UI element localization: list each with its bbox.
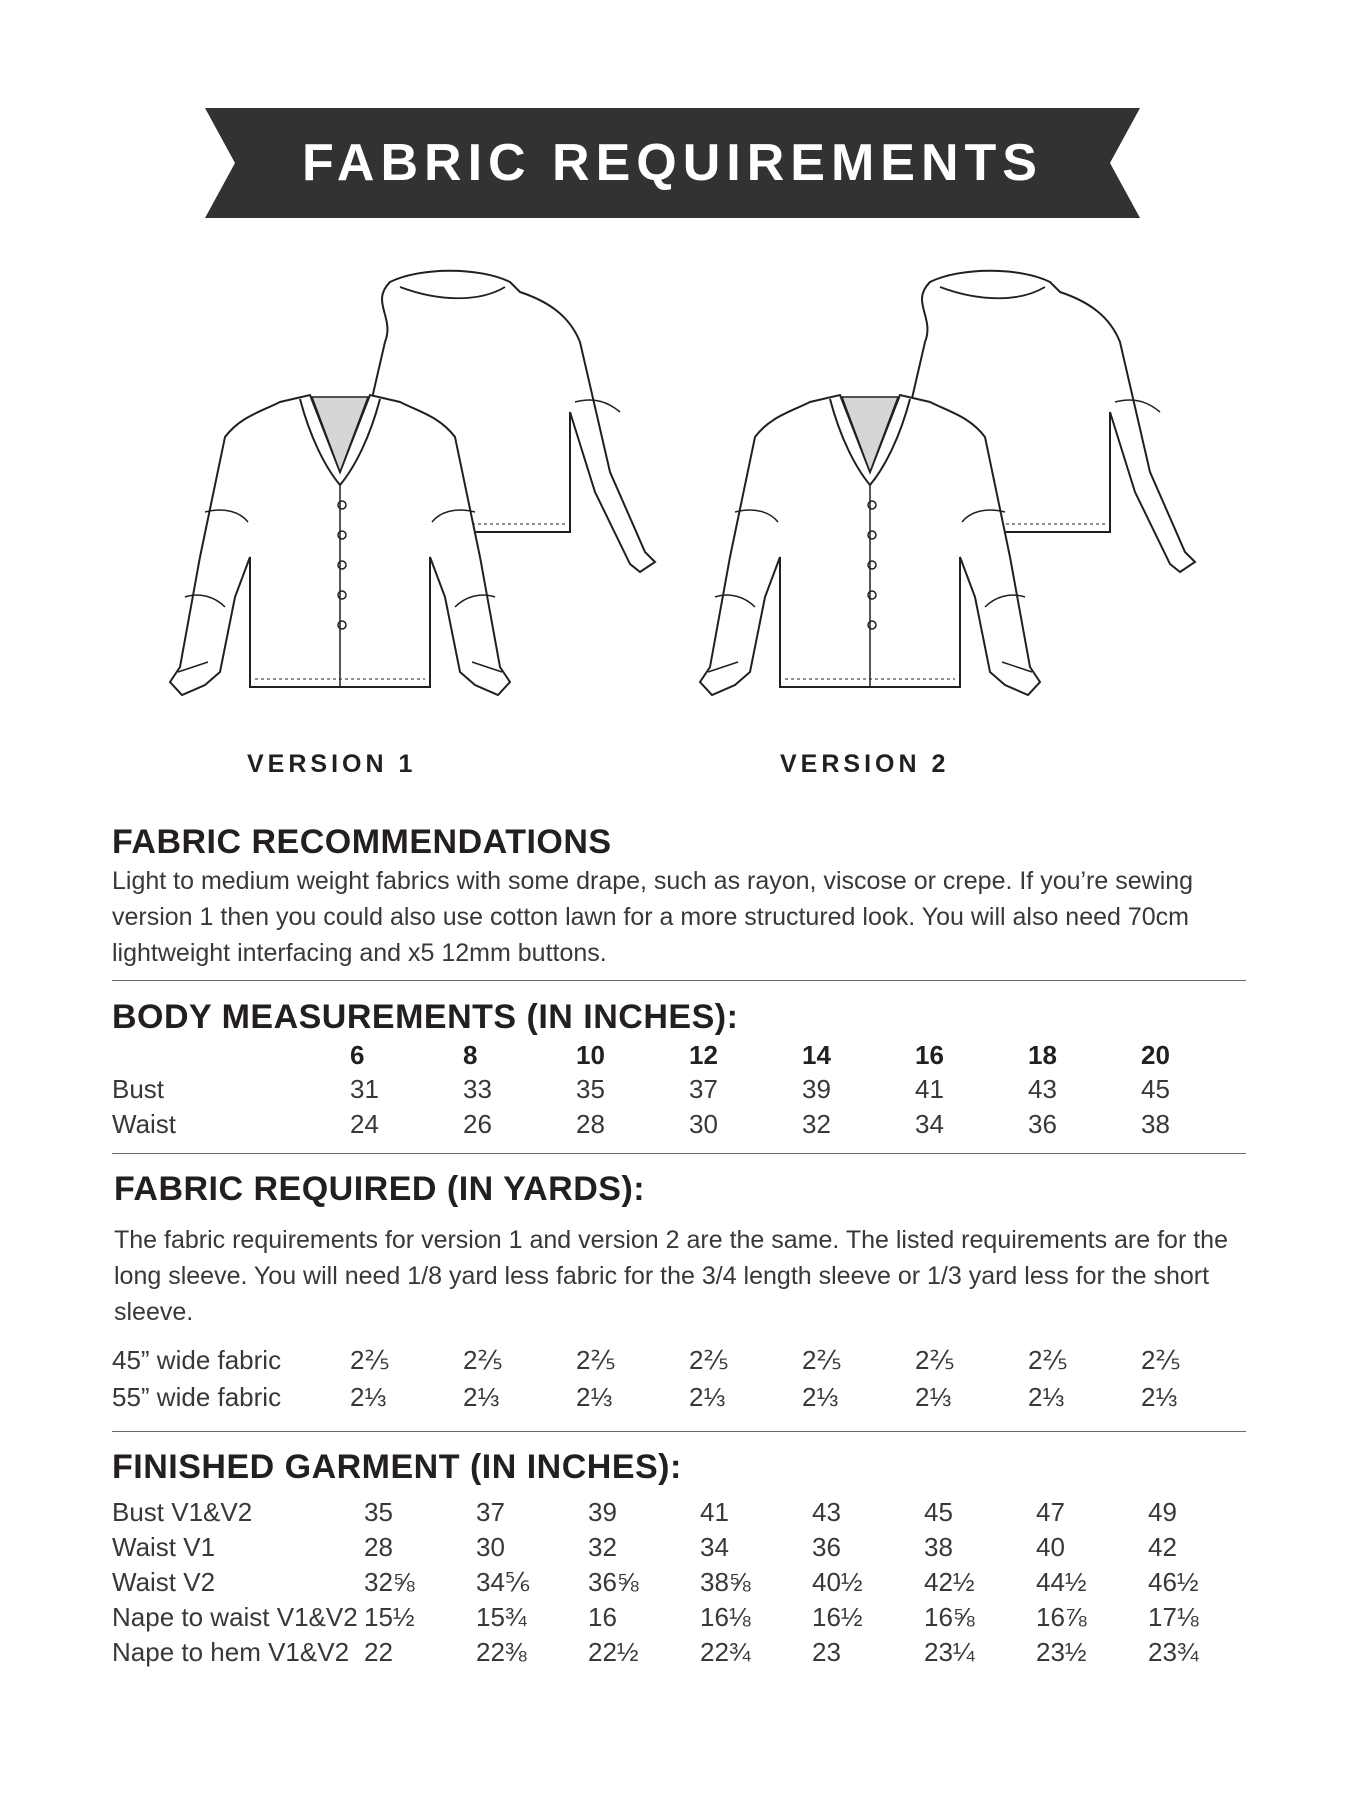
table-cell: 16⅛ <box>700 1602 751 1632</box>
size-header: 6 <box>350 1040 365 1070</box>
table-cell: 2⅓ <box>689 1382 726 1412</box>
table-cell: 16½ <box>812 1602 863 1632</box>
table-cell: 44½ <box>1036 1567 1087 1597</box>
table-cell: 36 <box>1028 1109 1057 1139</box>
body-measurements-heading: BODY MEASUREMENTS (IN INCHES): <box>112 998 739 1036</box>
table-cell: 2⅓ <box>915 1382 952 1412</box>
table-cell: 38 <box>1141 1109 1170 1139</box>
table-cell: 17⅛ <box>1148 1602 1199 1632</box>
garment-illustrations <box>150 262 1220 742</box>
row-label: Bust <box>112 1074 165 1104</box>
table-cell: 2⅓ <box>1141 1382 1178 1412</box>
table-cell: 28 <box>364 1532 393 1562</box>
paragraph-line: long sleeve. You will need 1/8 yard less fabric for the 3/4 length sleeve or 1/3 yard less for the short <box>114 1262 1210 1290</box>
version-1-label: VERSION 1 <box>247 750 417 778</box>
table-cell: 22½ <box>588 1637 639 1667</box>
table-cell: 31 <box>350 1074 379 1104</box>
table-cell: 41 <box>700 1497 729 1527</box>
table-cell: 36 <box>812 1532 841 1562</box>
table-cell: 39 <box>588 1497 617 1527</box>
table-cell: 35 <box>364 1497 393 1527</box>
table-cell: 47 <box>1036 1497 1065 1527</box>
size-header: 8 <box>463 1040 478 1070</box>
fabric-recommendations-heading: FABRIC RECOMMENDATIONS <box>112 823 612 861</box>
table-cell: 22⅜ <box>476 1637 527 1667</box>
paragraph-line: version 1 then you could also use cotton lawn for a more structured look. You will also need 70cm <box>112 903 1190 931</box>
table-cell: 40½ <box>812 1567 863 1597</box>
size-header: 16 <box>915 1040 944 1070</box>
table-cell: 2⅓ <box>802 1382 839 1412</box>
table-cell: 2⅖ <box>689 1345 729 1375</box>
size-header: 12 <box>689 1040 718 1070</box>
table-cell: 39 <box>802 1074 831 1104</box>
table-cell: 2⅓ <box>350 1382 387 1412</box>
row-label: Nape to hem V1&V2 <box>112 1637 350 1667</box>
finished-garment-heading: FINISHED GARMENT (IN INCHES): <box>112 1448 682 1486</box>
paragraph-line: sleeve. <box>114 1298 194 1326</box>
table-cell: 23¾ <box>1148 1637 1199 1667</box>
fabric-recommendations-text <box>112 863 1193 971</box>
table-cell: 2⅖ <box>576 1345 616 1375</box>
table-cell: 2⅓ <box>576 1382 613 1412</box>
table-cell: 2⅖ <box>463 1345 503 1375</box>
row-label: Bust V1&V2 <box>112 1497 253 1527</box>
version-2-label: VERSION 2 <box>780 750 950 778</box>
table-cell: 2⅖ <box>1141 1345 1181 1375</box>
divider <box>112 1431 1246 1432</box>
row-label: 45” wide fabric <box>112 1345 282 1375</box>
table-cell: 49 <box>1148 1497 1177 1527</box>
paragraph-line: lightweight interfacing and x5 12mm buttons. <box>112 939 607 967</box>
table-cell: 23 <box>812 1637 841 1667</box>
table-cell: 38 <box>924 1532 953 1562</box>
table-cell: 42½ <box>924 1567 975 1597</box>
table-cell: 36⅝ <box>588 1567 639 1597</box>
table-cell: 22¾ <box>700 1637 751 1667</box>
table-cell: 15½ <box>364 1602 415 1632</box>
table-cell: 43 <box>1028 1074 1057 1104</box>
table-cell: 2⅖ <box>350 1345 390 1375</box>
table-cell: 23½ <box>1036 1637 1087 1667</box>
table-cell: 30 <box>689 1109 718 1139</box>
divider <box>112 1153 1246 1154</box>
row-label: Waist <box>112 1109 177 1139</box>
row-label: Waist V2 <box>112 1567 216 1597</box>
table-cell: 2⅖ <box>1028 1345 1068 1375</box>
fabric-required-heading: FABRIC REQUIRED (IN YARDS): <box>114 1170 646 1208</box>
table-cell: 32 <box>802 1109 831 1139</box>
table-cell: 34 <box>700 1532 729 1562</box>
table-cell: 37 <box>689 1074 718 1104</box>
table-cell: 34 <box>915 1109 944 1139</box>
row-label: Waist V1 <box>112 1532 216 1562</box>
page-title: FABRIC REQUIREMENTS <box>302 134 1043 192</box>
title-banner <box>205 108 1140 218</box>
table-cell: 2⅖ <box>915 1345 955 1375</box>
table-cell: 2⅓ <box>1028 1382 1065 1412</box>
table-cell: 35 <box>576 1074 605 1104</box>
table-cell: 16 <box>588 1602 617 1632</box>
table-cell: 38⅝ <box>700 1567 751 1597</box>
table-cell: 43 <box>812 1497 841 1527</box>
table-cell: 16⅝ <box>924 1602 975 1632</box>
table-cell: 46½ <box>1148 1567 1199 1597</box>
table-cell: 32 <box>588 1532 617 1562</box>
divider <box>112 980 1246 981</box>
table-cell: 24 <box>350 1109 379 1139</box>
row-label: 55” wide fabric <box>112 1382 282 1412</box>
table-cell: 23¼ <box>924 1637 975 1667</box>
table-cell: 15¾ <box>476 1602 527 1632</box>
table-cell: 28 <box>576 1109 605 1139</box>
table-cell: 42 <box>1148 1532 1177 1562</box>
row-label: Nape to waist V1&V2 <box>112 1602 358 1632</box>
size-header: 10 <box>576 1040 605 1070</box>
table-cell: 26 <box>463 1109 492 1139</box>
table-cell: 33 <box>463 1074 492 1104</box>
paragraph-line: Light to medium weight fabrics with some drape, such as rayon, viscose or crepe. If you’re sewing <box>112 867 1194 895</box>
size-header: 20 <box>1141 1040 1170 1070</box>
table-cell: 45 <box>1141 1074 1170 1104</box>
table-cell: 32⅝ <box>364 1567 415 1597</box>
table-cell: 41 <box>915 1074 944 1104</box>
table-cell: 40 <box>1036 1532 1065 1562</box>
table-cell: 2⅖ <box>802 1345 842 1375</box>
table-cell: 45 <box>924 1497 953 1527</box>
table-cell: 30 <box>476 1532 505 1562</box>
fabric-required-text <box>114 1222 1228 1330</box>
table-cell: 22 <box>364 1637 393 1667</box>
size-header: 18 <box>1028 1040 1057 1070</box>
size-header: 14 <box>802 1040 831 1070</box>
table-cell: 37 <box>476 1497 505 1527</box>
paragraph-line: The fabric requirements for version 1 and version 2 are the same. The listed requirements are for the <box>114 1226 1228 1254</box>
table-cell: 34⅚ <box>476 1567 531 1597</box>
table-cell: 16⅞ <box>1036 1602 1087 1632</box>
table-cell: 2⅓ <box>463 1382 500 1412</box>
